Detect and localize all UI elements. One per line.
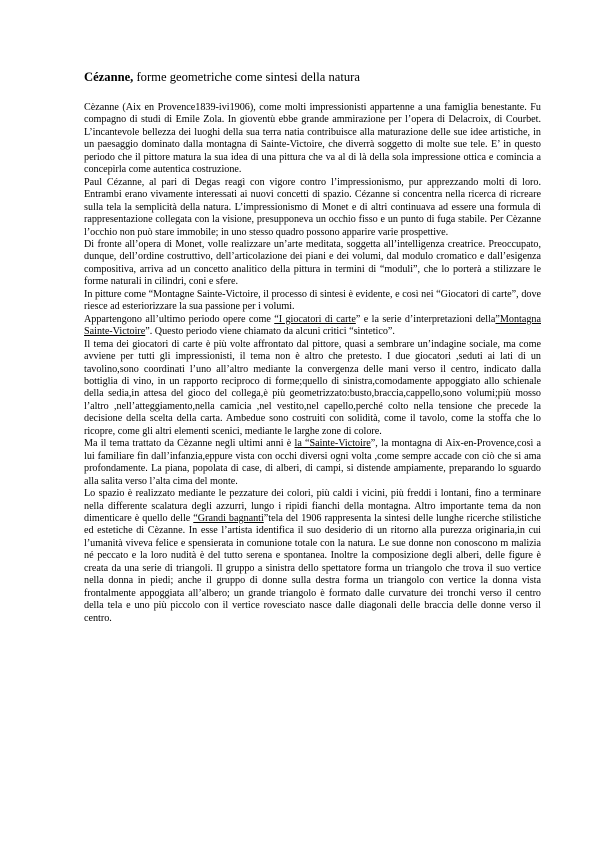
paragraph-text: Cèzanne (Aix en Provence1839-ivi1906), come molti impressionisti appartenne a una famiglia benestante. Fu compagno di studi di Emile Zola. In gioventù ebbe grande ammirazione per l’opera di Delacroix, di Courbet. L’incantevole bellezza dei luoghi della sua terra natia contribuisce alla maturazione delle sue idee artistiche, in un paesaggio dominato dalla montagna di Sainte-Victoire, che diverrà soggetto di molte sue tele. E’ in questo periodo che il pittore matura la sua idea di una pittura che va al di là della sola impressione ottica e comincia a concepirla come autentica costruzione. [84,102,541,176]
paragraph [84,438,541,488]
artwork-link[interactable]: ”Montagna Sainte-Victoire [84,313,541,338]
title-bold: Cézanne, [84,70,134,84]
paragraph-text: Ma il tema trattato da Cèzanne negli ultimi anni è [84,438,295,450]
title-rest: forme geometriche come sintesi della natura [133,70,360,84]
document-title [84,69,524,85]
paragraph [84,488,541,625]
document-body [84,102,541,625]
paragraph [84,314,541,339]
artwork-link[interactable]: la “Sainte-Victoire [294,438,371,450]
paragraph-text: Paul Cézanne, al pari di Degas reagì con vigore contro l’impressionismo, pur apprezzando molti di loro. Entrambi erano vivamente interessati ai nuovi concetti di spazio. Cézanne si concentra nella ricerca di ricreare sulla tela la semplicità della natura. L’impressionismo di Monet e di altri continuava ad essere una formula di rappresentazione collegata con la visione, presupponeva un occhio fisso e un punto di fuga stabile. Per Cèzanne l’occhio non può stare immobile; in uno stesso quadro possono apparire varie prospettive. [84,176,541,238]
paragraph [84,177,541,239]
paragraph-text: ”. Questo periodo viene chiamato da alcuni critici “sintetico”. [145,326,395,338]
paragraph [84,239,541,289]
paragraph [84,289,541,314]
paragraph-text: ”tela del 1906 rappresenta la sintesi delle lunghe ricerche stilistiche ed estetiche di Cèzanne. In esse l’artista identifica il suo desiderio di un ritorno alla purezza originaria,in cui l’umanità viveva felice e spensierata in comunione totale con la natura. Le sue donne non conoscono m malizia né peccato e la loro nudità è del tutto serena e spontanea. Inoltre la composizione degli alberi, delle figure è creata da una serie di triangoli. Il gruppo a sinistra dello spettatore forma un triangolo che trova il suo vertice nella donna in piedi; anche il gruppo di donne sulla destra forma un triangolo con vertice la donna vista frontalmente appoggiata all’albero; un grande triangolo è formato dalle curvature dei tronchi verso il centro della tela e uno più piccolo con il vertice rovesciato nasce dalle diagonali delle braccia delle donne verso il centro. [84,512,541,624]
paragraph-text: Di fronte all’opera di Monet, volle realizzare un’arte meditata, soggetta all’intelligenza creatrice. Preoccupato, dunque, dell’ordine costruttivo, dell’articolazione dei piani e dei volumi, dal modulo cromatico e dall’esigenza compositiva, arriva ad un concetto analitico della pittura in termini di “moduli”, che lo porterà a stilizzare le forme naturali in cilindri, coni e sfere. [84,238,541,288]
paragraph [84,102,541,177]
artwork-link[interactable]: “I giocatori di carte [274,313,356,325]
paragraph-text: ”, la montagna di Aix-en-Provence,così a lui familiare fin dall’infanzia,eppure vista con occhi diversi ogni volta ,come sempre accade con ciò che si ama profondamente. La piana, popolata di case, di alberi, di campi, si distende ampiamente, preparando lo sguardo alla salita verso l’alta cima del monte. [84,438,541,487]
paragraph-text: Il tema dei giocatori di carte è più volte affrontato dal pittore, quasi a sembrare un’indagine sociale, ma come avviene per tutti gli impressionisti, il tema non è altro che pretesto. I due giocatori ,seduti ai lati di un tavolino,sono coordinati l’uno all’altro mediante la convergenza delle mani verso il centro, indicato dalla bottiglia di vino, in un rapporto reciproco di forme;quello di sinistra,comodamente appoggiato allo schienale della sedia,in attesa del gioco del collega,è più geometrizzato:busto,braccia,cappello,sono volumi;più mosso l’altro ,nell’atteggiamento,nella camicia ,nel vestito,nel capello,perché colto nella tensione che precede la decisione della scelta della carta. Ambedue sono costruiti con solidità, come il tavolo, come la stoffa che lo ricopre, come gli altri elementi scenici, mediante le larghe zone di colore. [84,338,541,437]
paragraph-text: In pitture come “Montagne Sainte-Victoire, il processo di sintesi è evidente, e così nei “Giocatori di carte”, dove riesce ad esteriorizzare la sua passione per i volumi. [84,288,541,313]
paragraph-text: Lo spazio è realizzato mediante le pezzature dei colori, più caldi i vicini, più freddi i lontani, fino a terminare nella differente scalatura degli azzurri, lungo i ripidi fianchi della montagna. Altro importante tema da non dimenticare è quello delle [84,488,541,524]
paragraph-text: ” e la serie d’interpretazioni della [355,313,496,325]
paragraph [84,339,541,439]
paragraph-text: Appartengono all’ultimo periodo opere come [84,313,275,325]
artwork-link[interactable]: “Grandi bagnanti [193,512,264,524]
